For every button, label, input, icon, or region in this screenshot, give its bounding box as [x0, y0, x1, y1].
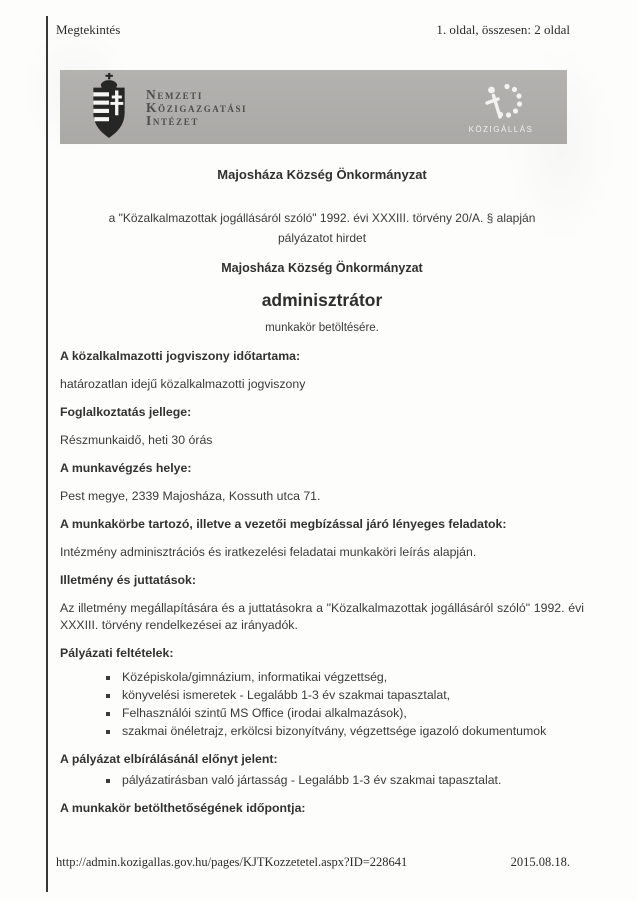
org-banner — [60, 70, 567, 144]
section-paragraph: Intézmény adminisztrációs és iratkezelési feladatai munkaköri leírás alapján. — [60, 545, 477, 559]
employer-name: Majosháza Község Önkormányzat — [221, 261, 423, 275]
job-title: adminisztrátor — [261, 290, 383, 310]
document-body — [60, 166, 584, 817]
requirement-list — [60, 771, 584, 789]
legal-intro-line2: pályázatot hirdet — [277, 231, 367, 245]
section-paragraph: Pest megye, 2339 Majosháza, Kossuth utca 71. — [60, 489, 321, 503]
legal-intro — [60, 208, 584, 248]
section-heading: A közalkalmazotti jogviszony időtartama: — [60, 349, 301, 363]
section-heading: Foglalkoztatás jellege: — [60, 405, 192, 419]
section-heading: Pályázati feltételek: — [60, 646, 174, 660]
org-name-line2: Közigazgatási — [146, 99, 248, 115]
preview-footer — [56, 855, 570, 870]
legal-intro-line1: a "Közalkalmazottak jogállásáról szóló" 1992. évi XXXIII. törvény 20/A. § alapján — [108, 211, 536, 225]
section-heading: A munkavégzés helye: — [60, 461, 192, 475]
page-count-indicator: 1. oldal, összesen: 2 oldal — [436, 22, 570, 37]
section-heading: A pályázat elbírálásánál előnyt jelent: — [60, 752, 278, 766]
scan-artifact-line — [46, 16, 48, 892]
kozigallas-logo — [459, 80, 543, 134]
requirement-list — [60, 668, 584, 740]
kozigallas-figure-icon — [478, 80, 524, 124]
section-heading: Illetmény és juttatások: — [60, 573, 196, 587]
section-paragraph: határozatlan idejű közalkalmazotti jogviszony — [60, 377, 306, 391]
section-paragraph: Az illetmény megállapítására és a juttatásokra a "Közalkalmazottak jogállásáról szóló" 1992. évi XXXIII. törvény rendelkezései az irányadók. — [60, 601, 584, 632]
publisher-title: Majosháza Község Önkormányzat — [217, 167, 427, 182]
job-title-suffix: munkakör betöltésére. — [265, 322, 379, 334]
list-item: ▪ Középiskola/gimnázium, informatikai végzettség, — [120, 668, 584, 686]
print-date: 2015.08.18. — [510, 855, 570, 869]
list-item: ▪ Felhasználói szintű MS Office (irodai alkalmazások), — [120, 704, 584, 722]
list-item: ▪ szakmai önéletrajz, erkölcsi bizonyítvány, végzettsége igazoló dokumentumok — [120, 722, 584, 740]
list-item: ▪ könyvelési ismeretek - Legalább 1-3 év szakmai tapasztalat, — [120, 686, 584, 704]
section-paragraph: Részmunkaidő, heti 30 órás — [60, 433, 213, 447]
section-heading: A munkakör betölthetőségének időpontja: — [60, 801, 306, 815]
list-item: ▪ pályázatirásban való jártasság - Legalább 1-3 év szakmai tapasztalat. — [120, 771, 584, 789]
source-url: http://admin.kozigallas.gov.hu/pages/KJTKozzetetel.aspx?ID=228641 — [56, 855, 408, 869]
preview-title: Megtekintés — [56, 22, 121, 37]
section-heading: A munkakörbe tartozó, illetve a vezetői megbízással járó lényeges feladatok: — [60, 517, 507, 531]
org-name-line3: Intézet — [146, 112, 199, 128]
org-name — [146, 88, 247, 127]
preview-header — [56, 22, 570, 38]
hungarian-coat-of-arms-icon — [86, 72, 132, 142]
kozigallas-label: KÖZIGÁLLÁS — [468, 125, 534, 134]
document-sections — [60, 348, 584, 817]
org-name-line1: Nemzeti — [146, 86, 203, 102]
